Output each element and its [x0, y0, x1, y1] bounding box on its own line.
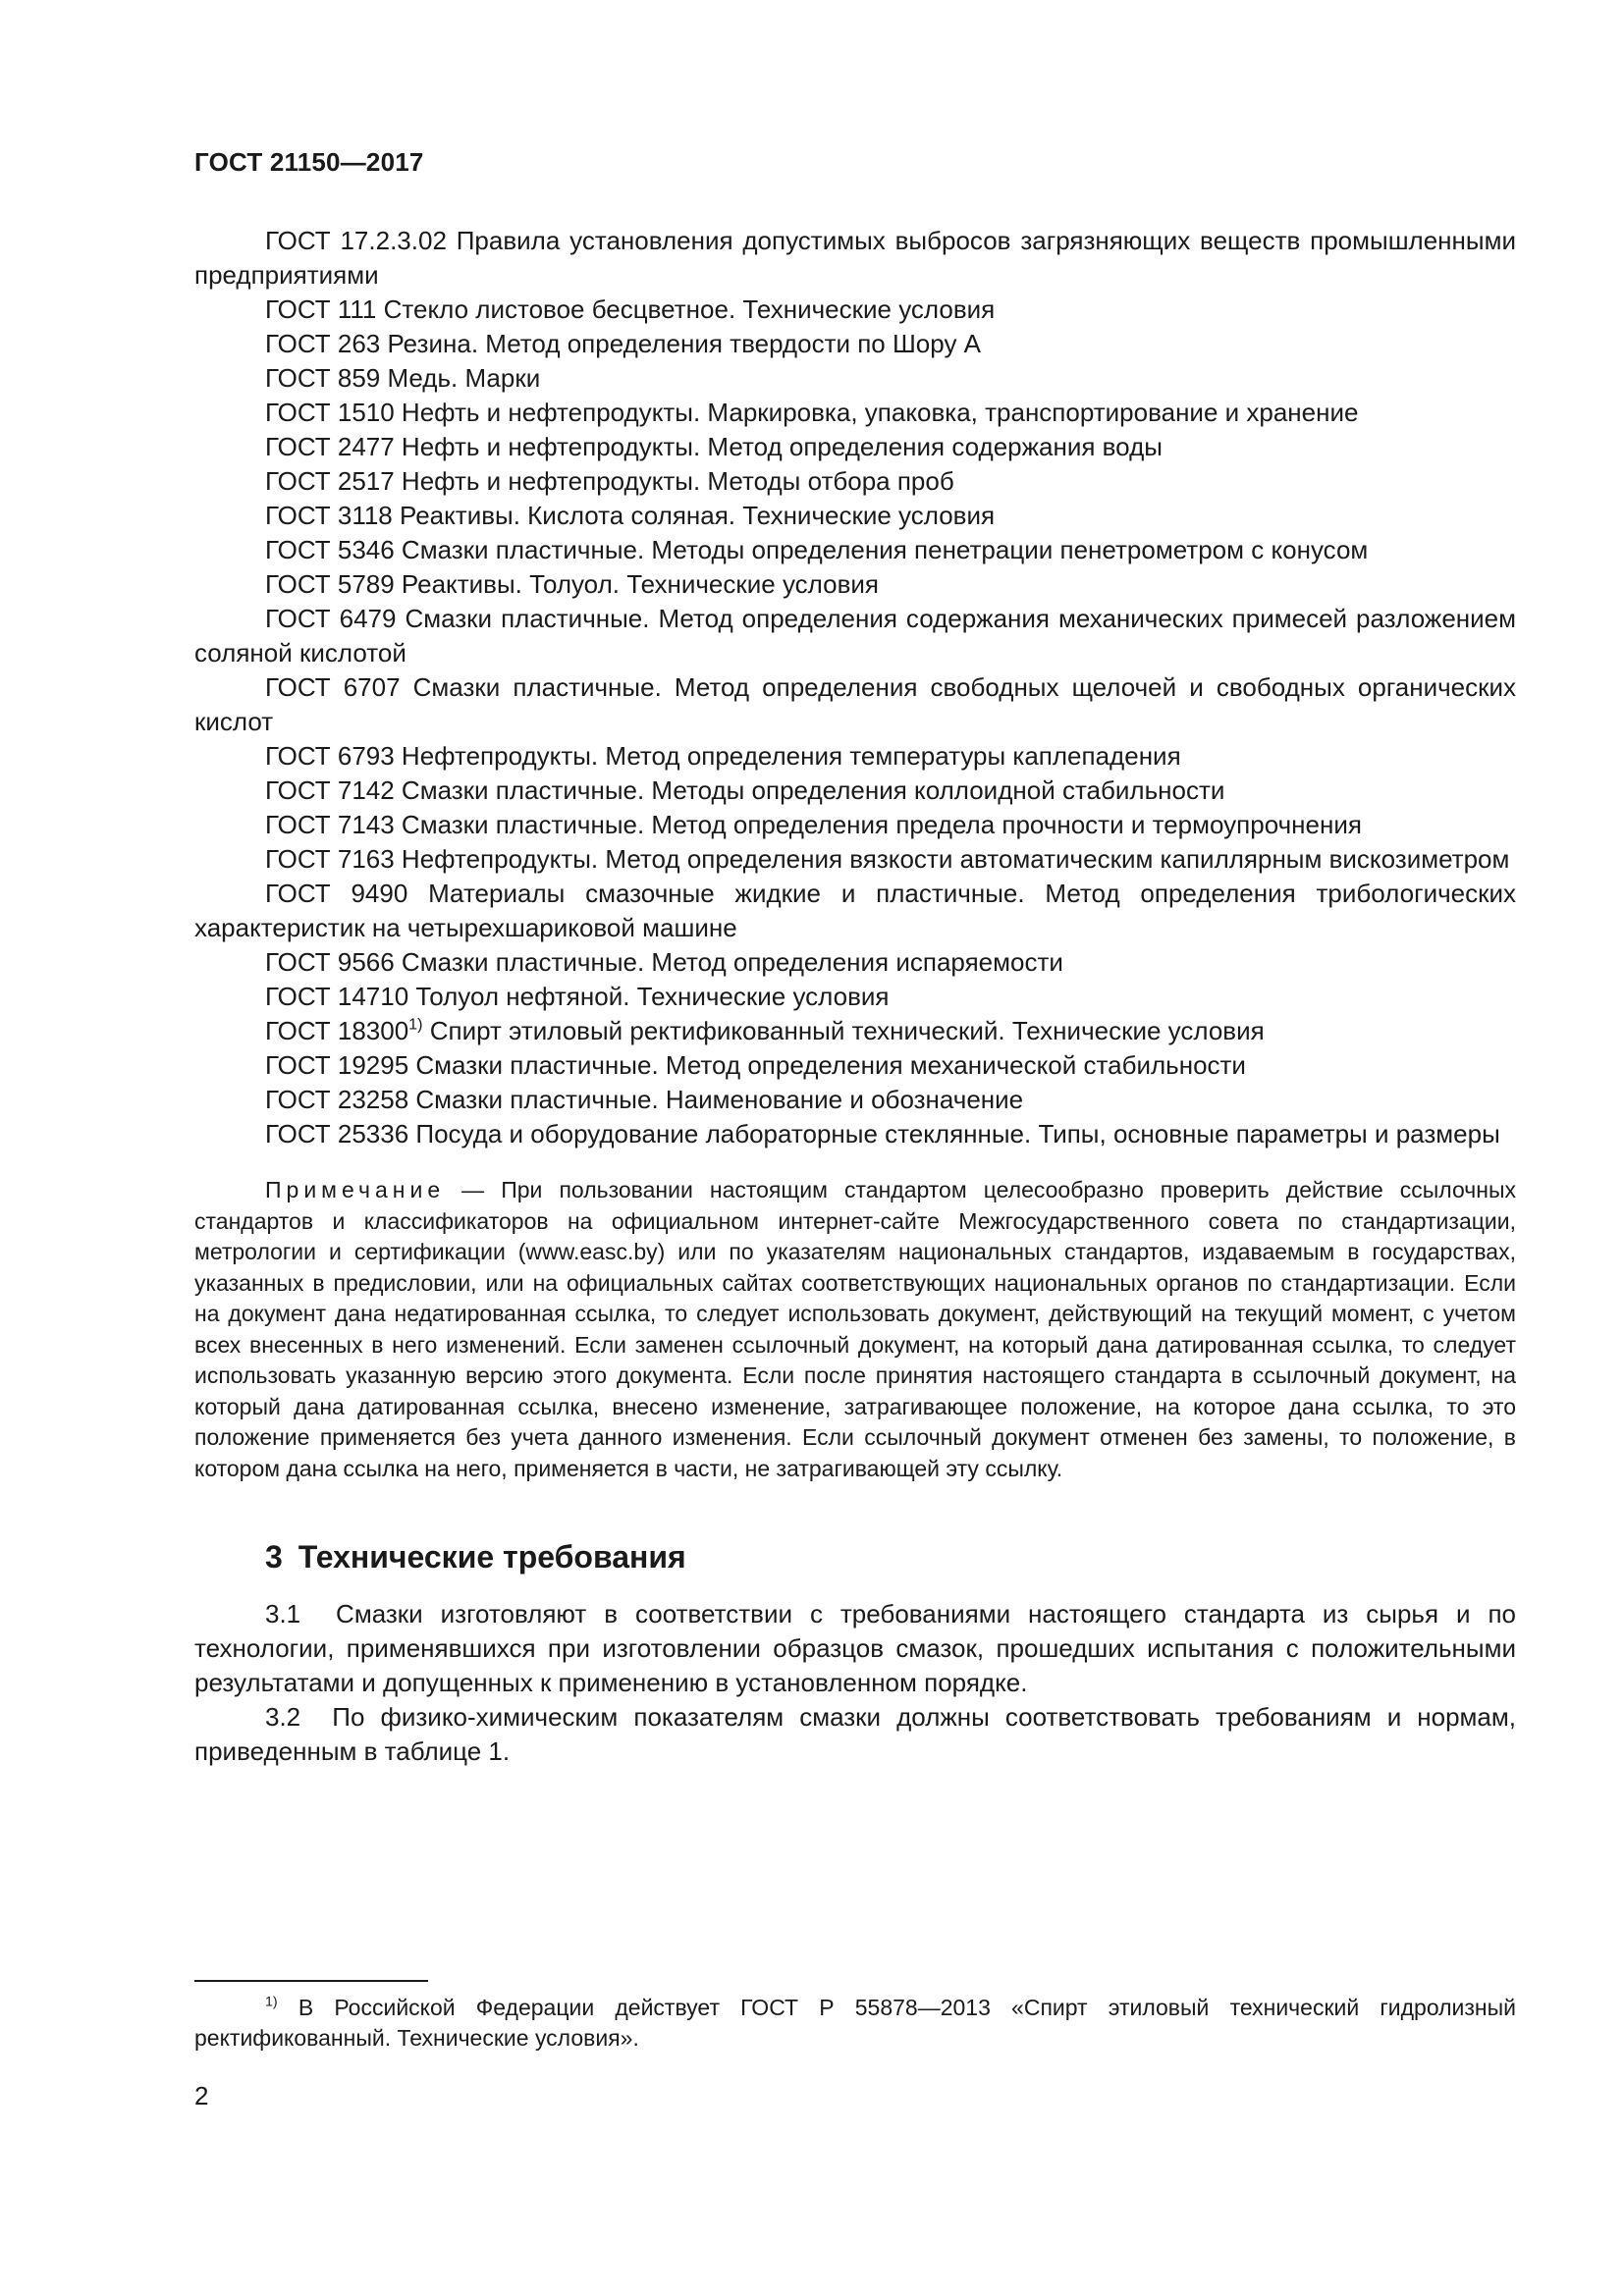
reference-item: ГОСТ 6479 Смазки пластичные. Метод определения содержания механических примесей разложением соляной кислотой	[194, 604, 1516, 667]
footnote-text: В Российской Федерации действует ГОСТ Р 55878—2013 «Спирт этиловый технический гидролизный ректификованный. Технические условия».	[194, 1995, 1516, 2051]
reference-item: ГОСТ 14710 Толуол нефтяной. Технические условия	[265, 982, 890, 1011]
clause-paragraph	[194, 1700, 1516, 1769]
reference-item: ГОСТ 263 Резина. Метод определения твердости по Шору А	[265, 329, 982, 358]
section-title: Технические требования	[298, 1539, 686, 1575]
footnote	[194, 1993, 1516, 2054]
reference-item: ГОСТ 19295 Смазки пластичные. Метод определения механической стабильности	[265, 1050, 1246, 1080]
clause-text: По физико-химическим показателям смазки должны соответствовать требованиям и нормам, приведенным в таблице 1.	[194, 1702, 1516, 1766]
reference-item: ГОСТ 9490 Материалы смазочные жидкие и пластичные. Метод определения трибологических характеристик на четырехшариковой машине	[194, 879, 1516, 942]
clause-text: Смазки изготовляют в соответствии с требованиями настоящего стандарта из сырья и по технологии, применявшихся при изготовлении образцов смазок, прошедших испытания с положительными результатами и допущенных к применению в установленном порядке.	[194, 1599, 1516, 1697]
reference-item: ГОСТ 6707 Смазки пластичные. Метод определения свободных щелочей и свободных органических кислот	[194, 672, 1516, 736]
reference-item: ГОСТ 111 Стекло листовое бесцветное. Технические условия	[265, 294, 996, 324]
page-number: 2	[194, 2081, 209, 2110]
reference-item: ГОСТ 23258 Смазки пластичные. Наименование и обозначение	[265, 1085, 1024, 1114]
clause-number: 3.1	[265, 1599, 301, 1629]
reference-code: ГОСТ 18300	[265, 1016, 409, 1045]
reference-item: ГОСТ 3118 Реактивы. Кислота соляная. Технические условия	[265, 501, 996, 530]
section-number: 3	[265, 1539, 283, 1575]
note-paragraph	[194, 1175, 1516, 1484]
main-content	[194, 224, 1516, 1769]
reference-item: ГОСТ 7163 Нефтепродукты. Метод определения вязкости автоматическим капиллярным вискозиметром	[265, 844, 1510, 874]
note-dash: —	[445, 1177, 502, 1202]
reference-item: ГОСТ 17.2.3.02 Правила установления допустимых выбросов загрязняющих веществ промышленными предприятиями	[194, 226, 1516, 290]
clause-paragraph	[194, 1597, 1516, 1700]
reference-item: ГОСТ 1510 Нефть и нефтепродукты. Маркировка, упаковка, транспортирование и хранение	[265, 398, 1359, 427]
footnote-separator	[194, 1980, 428, 1982]
note-label: Примечание	[265, 1177, 446, 1202]
note-text: При пользовании настоящим стандартом целесообразно проверить действие ссылочных стандартов и классификаторов на официальном интернет-сайте Межгосударственного совета по стандартизации, метрологии и сертификации (www.easc.by) или по указателям национальных стандартов, издаваемым в государствах, указанных в предисловии, или на официальных сайтах соответствующих национальных органов по стандартизации. Если на документ дана недатированная ссылка, то следует использовать документ, действующий на текущий момент, с учетом всех внесенных в него изменений. Если заменен ссылочный документ, на который дана датированная ссылка, то следует использовать указанную версию этого документа. Если после принятия настоящего стандарта в ссылочный документ, на который дана датированная ссылка, внесено изменение, затрагивающее положение, на которое дана ссылка, то это положение применяется без учета данного изменения. Если ссылочный документ отменен без замены, то положение, в котором дана ссылка на него, применяется в части, не затрагивающей эту ссылку.	[194, 1177, 1516, 1481]
normative-references-list	[194, 224, 1516, 1151]
reference-item: ГОСТ 2517 Нефть и нефтепродукты. Методы отбора проб	[265, 466, 954, 496]
reference-item: ГОСТ 9566 Смазки пластичные. Метод определения испаряемости	[265, 947, 1063, 977]
clause-number: 3.2	[265, 1702, 301, 1732]
footnote-marker: 1)	[265, 1994, 278, 2010]
document-header: ГОСТ 21150—2017	[194, 147, 424, 177]
reference-item: ГОСТ 7142 Смазки пластичные. Методы определения коллоидной стабильности	[265, 775, 1225, 805]
section-heading	[265, 1539, 1516, 1575]
reference-item: ГОСТ 7143 Смазки пластичные. Метод определения предела прочности и термоупрочнения	[265, 810, 1362, 839]
reference-item: ГОСТ 5789 Реактивы. Толуол. Технические условия	[265, 569, 880, 599]
reference-item: ГОСТ 6793 Нефтепродукты. Метод определения температуры каплепадения	[265, 741, 1181, 771]
reference-item: ГОСТ 859 Медь. Марки	[265, 363, 541, 393]
footnote-reference-marker[interactable]: 1)	[408, 1015, 423, 1034]
reference-item: ГОСТ 25336 Посуда и оборудование лабораторные стеклянные. Типы, основные параметры и размеры	[265, 1119, 1500, 1148]
reference-title: Спирт этиловый ректификованный технический. Технические условия	[422, 1016, 1265, 1045]
reference-item-with-footnote	[194, 1014, 1516, 1048]
reference-item: ГОСТ 5346 Смазки пластичные. Методы определения пенетрации пенетрометром с конусом	[265, 535, 1369, 564]
reference-item: ГОСТ 2477 Нефть и нефтепродукты. Метод определения содержания воды	[265, 432, 1163, 461]
